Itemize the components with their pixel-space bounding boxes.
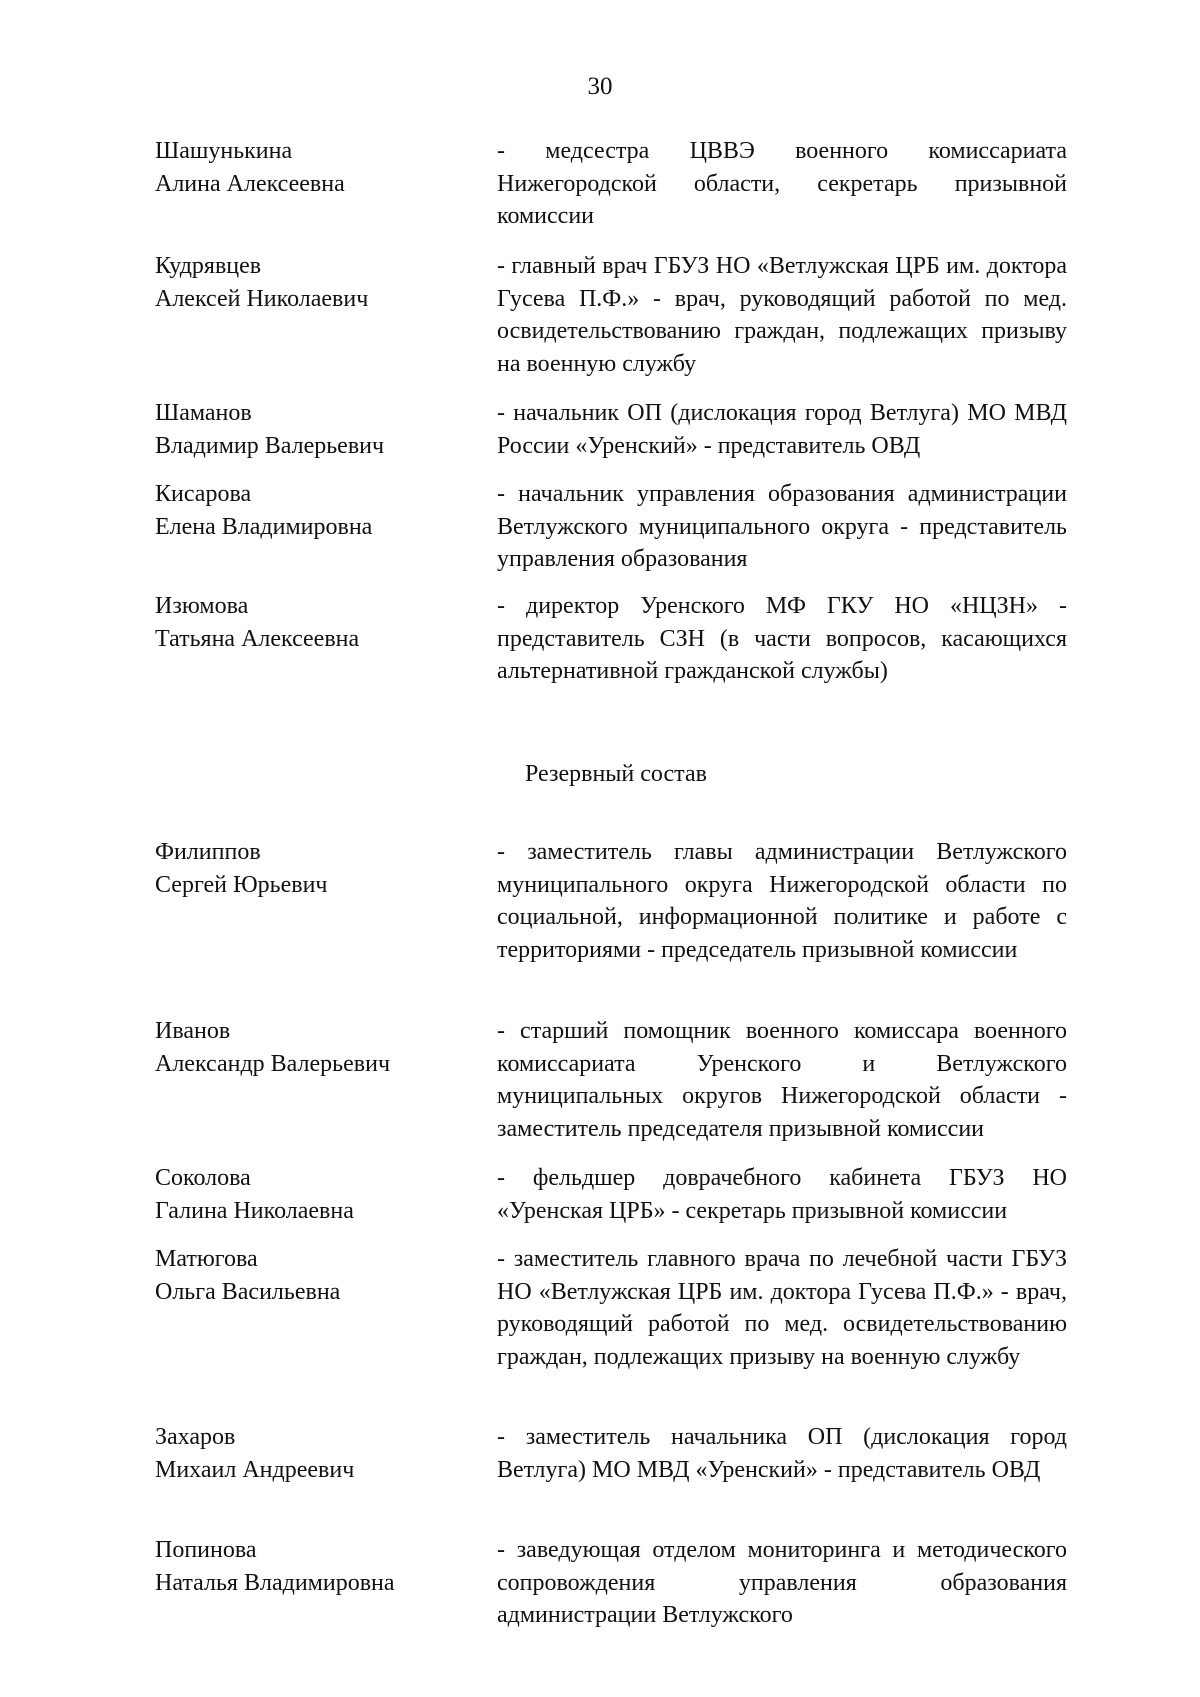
member-name <box>155 1421 475 1486</box>
member-role: - заместитель начальника ОП (дислокация город Ветлуга) МО МВД «Уренский» - представитель ОВД <box>497 1424 1067 1483</box>
member-role: - заместитель главы администрации Ветлужского муниципального округа Нижегородской области по социальной, информационной политике и работе с территориями - председатель призывной комиссии <box>497 839 1067 963</box>
member-surname: Кудрявцев <box>155 253 262 279</box>
member-role: - заведующая отделом мониторинга и методического сопровождения управления образования администрации Ветлужского <box>497 1537 1067 1628</box>
member-surname: Соколова <box>155 1165 251 1191</box>
member-surname: Захаров <box>155 1424 236 1450</box>
member-name <box>155 397 475 462</box>
member-given-names: Алина Алексеевна <box>155 170 345 197</box>
member-role: - медсестра ЦВВЭ военного комиссариата Нижегородской области, секретарь призывной комиссии <box>497 138 1067 229</box>
member-given-names: Ольга Васильевна <box>155 1278 341 1305</box>
member-given-names: Сергей Юрьевич <box>155 871 328 898</box>
member-role: - фельдшер доврачебного кабинета ГБУЗ НО «Уренская ЦРБ» - секретарь призывной комиссии <box>497 1165 1067 1224</box>
member-surname: Матюгова <box>155 1246 258 1272</box>
member-given-names: Михаил Андреевич <box>155 1456 355 1483</box>
member-surname: Изюмова <box>155 593 249 619</box>
member-name <box>155 1162 475 1227</box>
member-name <box>155 836 475 901</box>
member-role: - старший помощник военного комиссара военного комиссариата Уренского и Ветлужского муниципальных округов Нижегородской области - заместитель председателя призывной комиссии <box>497 1018 1067 1142</box>
member-given-names: Алексей Николаевич <box>155 285 369 312</box>
member-name <box>155 135 475 200</box>
member-name <box>155 1243 475 1308</box>
member-surname: Филиппов <box>155 839 261 865</box>
member-surname: Кисарова <box>155 481 252 507</box>
member-surname: Шашунькина <box>155 138 293 164</box>
member-given-names: Наталья Владимировна <box>155 1569 395 1596</box>
member-name <box>155 590 475 655</box>
member-given-names: Галина Николаевна <box>155 1197 354 1224</box>
member-name <box>155 478 475 543</box>
member-given-names: Елена Владимировна <box>155 513 373 540</box>
member-surname: Шаманов <box>155 400 252 426</box>
member-name <box>155 250 475 315</box>
member-given-names: Татьяна Алексеевна <box>155 625 360 652</box>
member-given-names: Александр Валерьевич <box>155 1050 391 1077</box>
section-title-reserve: Резервный состав <box>525 761 707 787</box>
member-role: - заместитель главного врача по лечебной части ГБУЗ НО «Ветлужская ЦРБ им. доктора Гусева П.Ф.» - врач, руководящий работой по мед. освидетельствованию граждан, подлежащих призыву на военную службу <box>497 1246 1067 1370</box>
member-given-names: Владимир Валерьевич <box>155 432 385 459</box>
member-role: - начальник управления образования администрации Ветлужского муниципального округа - представитель управления образования <box>497 481 1067 572</box>
member-name <box>155 1015 475 1080</box>
member-surname: Иванов <box>155 1018 231 1044</box>
member-name <box>155 1534 475 1599</box>
member-role: - директор Уренского МФ ГКУ НО «НЦЗН» - представитель СЗН (в части вопросов, касающихся альтернативной гражданской службы) <box>497 593 1067 684</box>
member-surname: Попинова <box>155 1537 257 1563</box>
member-role: - начальник ОП (дислокация город Ветлуга) МО МВД России «Уренский» - представитель ОВД <box>497 400 1067 459</box>
member-role: - главный врач ГБУЗ НО «Ветлужская ЦРБ им. доктора Гусева П.Ф.» - врач, руководящий работой по мед. освидетельствованию граждан, подлежащих призыву на военную службу <box>497 253 1067 377</box>
page-number: 30 <box>587 73 613 100</box>
